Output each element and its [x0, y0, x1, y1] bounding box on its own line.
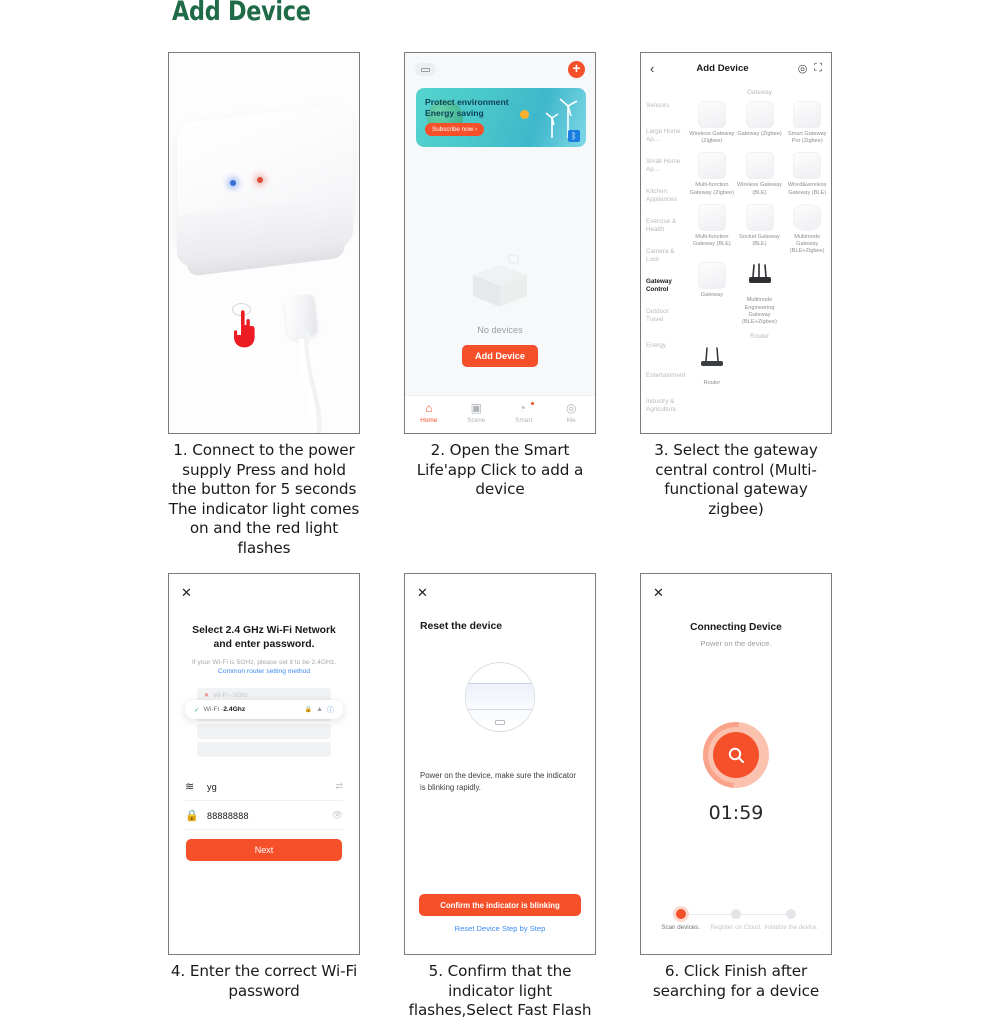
- steps-row-bottom: [168, 573, 832, 1021]
- device-slot-empty-2: [736, 343, 784, 392]
- qr-icon[interactable]: ⛶: [814, 61, 822, 74]
- sidebar-item-large-home-appliances[interactable]: Large Home Ap...: [646, 128, 681, 143]
- info-icon[interactable]: ⓘ: [327, 706, 334, 714]
- device-illustration: [465, 662, 535, 732]
- confirm-indicator-button[interactable]: Confirm the indicator is blinking: [419, 894, 581, 916]
- step-cell-4: [168, 573, 360, 1021]
- scan-icon[interactable]: ◎: [797, 62, 808, 75]
- banner-cta-button[interactable]: Subscribe now ›: [425, 123, 484, 136]
- device-label: Wireless Gateway (Zigbee): [689, 131, 735, 145]
- page-title: Add Device: [172, 0, 311, 27]
- device-icon: [698, 101, 726, 128]
- device-label: Socket Gateway (BLE): [739, 233, 780, 248]
- device-socket-gateway-ble[interactable]: [736, 202, 784, 261]
- ssid-value: yg: [207, 781, 217, 792]
- device-slot-empty: [783, 260, 831, 331]
- step-6-caption: 6. Click Finish after searching for a device: [652, 962, 820, 1000]
- check-icon: ✓: [194, 706, 200, 714]
- device-gateway[interactable]: [688, 260, 736, 331]
- reset-body-text: Power on the device, make sure the indicator is blinking rapidly.: [420, 771, 577, 792]
- tab-smart-label: Smart: [515, 417, 533, 424]
- progress-step-scan: [653, 909, 708, 932]
- sun-graphic: [520, 110, 529, 119]
- step-4-screenshot: [168, 573, 360, 955]
- device-row-3: [688, 202, 831, 261]
- banner-heading: [425, 97, 509, 119]
- device-row-4: [688, 260, 831, 331]
- close-icon[interactable]: ✕: [181, 585, 192, 600]
- device-band-upper: [465, 683, 535, 709]
- progress-step-label: Initialize the device.: [764, 924, 819, 931]
- wifi-24g-label: 2.4Ghz: [223, 706, 246, 713]
- sidebar-item-camera-lock[interactable]: Camera & Lock: [646, 248, 675, 263]
- tab-me-label: Me: [566, 417, 576, 424]
- device-row-1: [688, 99, 831, 150]
- device-list-toggle-icon[interactable]: [415, 63, 436, 76]
- eye-icon[interactable]: 👁: [331, 810, 343, 820]
- device-icon: [698, 152, 726, 179]
- progress-step-register: [708, 909, 763, 932]
- wifi-network-placeholder-2[interactable]: [197, 724, 331, 739]
- wifi-24g-prefix: Wi-Fi -: [203, 706, 224, 713]
- step-4-caption: 4. Enter the correct Wi-Fi password: [170, 962, 358, 1000]
- progress-connector: [736, 914, 791, 915]
- progress-steps: [653, 909, 819, 932]
- tab-me[interactable]: [548, 396, 596, 433]
- empty-state-text: No devices: [477, 325, 523, 335]
- search-button-circle: [713, 732, 759, 778]
- device-wireless-gateway-ble[interactable]: [736, 150, 784, 201]
- back-arrow-icon[interactable]: ‹: [650, 60, 655, 76]
- device-icon: [793, 204, 821, 231]
- password-value: 88888888: [207, 810, 249, 821]
- device-icon: [746, 204, 774, 231]
- lock-small-icon: 🔒: [304, 707, 313, 713]
- countdown-timer: 01:59: [708, 802, 764, 824]
- lock-icon: 🔒: [185, 810, 199, 822]
- home-icon: ⌂: [425, 401, 433, 415]
- device-wired-wireless-gateway-ble[interactable]: [783, 150, 831, 201]
- profile-icon: ◎: [566, 401, 577, 415]
- wifi-network-24ghz-selected[interactable]: [185, 700, 343, 719]
- device-multifunction-gateway-ble[interactable]: [688, 202, 736, 261]
- wifi-subtitle: If your Wi-Fi is 5GHz, please set it to be 2.4GHz.: [191, 659, 337, 666]
- device-reset-button-graphic: [495, 720, 505, 725]
- step-5-screenshot: [404, 573, 596, 955]
- progress-marker-idle: [786, 909, 796, 919]
- sidebar-item-exercise-health[interactable]: Exercise & Health: [646, 218, 677, 233]
- device-label: Multimode Gateway (BLE+Zigbee): [789, 233, 825, 255]
- switch-network-icon[interactable]: ⇄: [335, 781, 343, 791]
- device-row-2: [688, 150, 831, 201]
- device-multimode-engineering-gateway[interactable]: [736, 260, 784, 331]
- device-label: Smart Gateway Pro (Zigbee): [787, 131, 827, 145]
- device-icon: [698, 204, 726, 231]
- device-slot-empty-3: [783, 343, 831, 392]
- signal-icon: ▲: [316, 706, 323, 713]
- progress-step-label: Register on Cloud.: [710, 924, 762, 931]
- device-gateway-zigbee[interactable]: [736, 99, 784, 150]
- device-catalog-grid: [688, 83, 831, 433]
- router-setting-link[interactable]: Common router setting method: [217, 668, 311, 675]
- device-smart-gateway-pro-zigbee[interactable]: [783, 99, 831, 150]
- step-cell-5: [404, 573, 596, 1021]
- device-multimode-gateway-ble-zigbee[interactable]: [783, 202, 831, 261]
- group-label-gateway: Gateway: [747, 89, 772, 96]
- step-cell-3: [640, 52, 832, 558]
- connecting-subtitle: Power on the device.: [700, 639, 772, 648]
- ssid-input-row[interactable]: [185, 773, 343, 801]
- device-label: Wireless Gateway (BLE): [736, 182, 783, 196]
- device-label: Gateway: [700, 292, 723, 299]
- wifi-network-placeholder-3[interactable]: [197, 742, 331, 757]
- add-device-button[interactable]: Add Device: [462, 345, 538, 367]
- router-icon: [746, 262, 774, 289]
- device-icon: [793, 152, 821, 179]
- sidebar-item-industry-agriculture[interactable]: Industry & Agriculture: [646, 398, 677, 413]
- empty-box-illustration: [465, 251, 535, 311]
- sidebar-item-kitchen-appliances[interactable]: Kitchen Appliances: [646, 188, 677, 203]
- led-blue-indicator: [230, 180, 236, 186]
- device-label: Multi-function Gateway (Zigbee): [689, 182, 735, 196]
- progress-connector: [681, 914, 736, 915]
- error-x-icon: ✕: [204, 692, 210, 699]
- router-icon: [698, 345, 726, 372]
- tab-home[interactable]: [405, 396, 453, 433]
- wifi-5g-label: Wi-Fi - 5Ghz: [213, 692, 248, 699]
- step-2-screenshot: [404, 52, 596, 434]
- reset-step-by-step-link[interactable]: Reset Device Step by Step: [454, 924, 546, 933]
- step-3-caption: 3. Select the gateway central control (Multi-functional gateway zigbee): [654, 441, 818, 518]
- device-label: Router: [703, 380, 721, 387]
- group-label-router: Router: [750, 333, 769, 341]
- device-row-5: [688, 343, 831, 392]
- close-icon[interactable]: ✕: [417, 585, 428, 600]
- device-multifunction-gateway-zigbee[interactable]: [688, 150, 736, 201]
- step-5-caption: 5. Confirm that the indicator light flashes,Select Fast Flash: [408, 962, 592, 1019]
- catalog-title: Add Device: [696, 62, 749, 74]
- steps-grid: [168, 52, 832, 1021]
- wifi-network-list: [197, 688, 331, 760]
- sidebar-item-entertainment[interactable]: Entertainment: [646, 372, 686, 379]
- step-cell-1: [168, 52, 360, 558]
- sidebar-item-energy[interactable]: Energy: [646, 342, 666, 349]
- progress-step-initialize: [764, 909, 819, 932]
- sidebar-item-gateway-control[interactable]: Gateway Control: [646, 278, 672, 293]
- connecting-title: Connecting Device: [690, 622, 782, 633]
- close-icon[interactable]: ✕: [653, 585, 664, 600]
- device-router[interactable]: [688, 343, 736, 392]
- bluetooth-icon: ᛒ: [568, 130, 580, 142]
- wifi-title: Select 2.4 GHz Wi-Fi Network and enter password.: [192, 625, 336, 650]
- banner-line-2: Energy saving: [425, 108, 484, 118]
- banner-line-1: Protect environment: [425, 97, 509, 107]
- progress-marker-active: [676, 909, 686, 919]
- device-label: Multi-function Gateway (BLE): [692, 233, 731, 248]
- device-label: Multimode Engineering Gateway (BLE+Zigbee): [742, 297, 777, 326]
- category-sidebar: [641, 83, 688, 433]
- device-label: Gateway (Zigbee): [737, 131, 782, 137]
- steps-row-top: [168, 52, 832, 558]
- progress-step-label: Scan devices.: [661, 924, 700, 931]
- notification-dot: [531, 402, 534, 405]
- password-input-row[interactable]: [185, 802, 343, 830]
- catalog-header: [641, 53, 831, 83]
- device-icon: [698, 262, 726, 289]
- smart-icon: ◔: [500, 402, 548, 415]
- device-icon: [746, 101, 774, 128]
- search-icon: [727, 746, 746, 765]
- tab-scene[interactable]: [453, 396, 501, 433]
- device-icon: [793, 101, 821, 128]
- sidebar-item-sensors[interactable]: Sensors: [646, 102, 670, 109]
- add-device-plus-button[interactable]: +: [568, 61, 585, 78]
- pointing-hand-icon: [227, 308, 263, 350]
- step-3-screenshot: [640, 52, 832, 434]
- tab-smart[interactable]: [500, 396, 548, 433]
- device-label: Wired&wireless Gateway (BLE): [787, 182, 827, 196]
- led-red-indicator: [257, 177, 263, 183]
- step-1-image: [168, 52, 360, 434]
- reset-title: Reset the device: [420, 621, 503, 632]
- next-button[interactable]: Next: [186, 839, 342, 861]
- sidebar-item-small-home-appliances[interactable]: Small Home Ap...: [646, 158, 681, 173]
- sidebar-item-outdoor-travel[interactable]: Outdoor Travel: [646, 308, 669, 323]
- step-1-caption: 1. Connect to the power supply Press and hold the button for 5 seconds The indicator light comes on and the red light flashes: [168, 441, 360, 557]
- progress-marker-idle: [731, 909, 741, 919]
- step-2-caption: 2. Open the Smart Life'app Click to add a device: [416, 441, 584, 498]
- wifi-icon: ≋: [185, 781, 195, 793]
- step-6-screenshot: [640, 573, 832, 955]
- device-icon: [746, 152, 774, 179]
- scene-icon: ▣: [470, 401, 482, 415]
- device-wireless-gateway-zigbee[interactable]: [688, 99, 736, 150]
- bottom-tab-bar: [405, 395, 595, 433]
- step-cell-6: [640, 573, 832, 1021]
- promo-banner[interactable]: [416, 88, 586, 147]
- tab-home-label: Home: [420, 417, 438, 424]
- step-cell-2: [404, 52, 596, 558]
- power-cable: [265, 339, 335, 434]
- tab-scene-label: Scene: [467, 417, 486, 424]
